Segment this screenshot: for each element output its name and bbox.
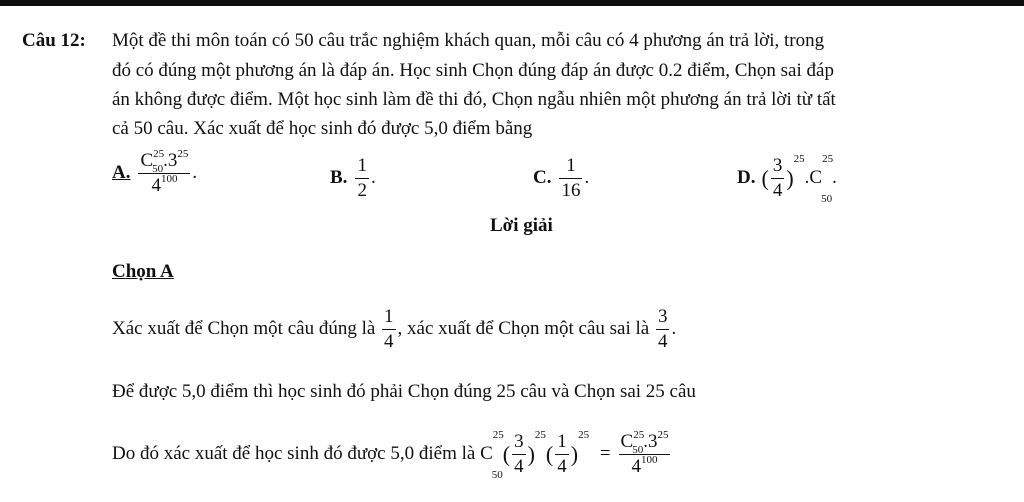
question-line-1: Một đề thi môn toán có 50 câu trắc nghiệm khách quan, mỗi câu có 4 phương án trả lời, trong (112, 30, 825, 51)
solution-line-1: Xác xuất để Chọn một câu đúng là $\frac{1}{4}$ , xác xuất để Chọn một câu sai là $\frac{3}{4}$ . (112, 306, 677, 352)
option-c[interactable]: C. $\frac{1}{16}$ . (533, 155, 590, 201)
option-d[interactable]: D. ( $\frac{3}{4}$ )$^{25}.C^{25}50$. (737, 153, 837, 205)
solution-line-3: Do đó xác xuất để học sinh đó được 5,0 điểm là $C^{25}50$( $\frac{3}{4}$ )$^{25}$( $\frac{1}{4}$ )$^{25}$ = $\frac{C^{25}50.3^{25}}{4^{100}}$ (112, 429, 669, 481)
solution-fraction-2: $\frac{3}{4}$ (657, 306, 668, 352)
option-a-fraction: $\frac{C^{25}50.3^{25}}{4^{100}}$ (140, 148, 189, 196)
question-line-3: án không được điểm. Một học sinh làm đề thi đó, Chọn ngẫu nhiên một phương án trả lời từ tất (112, 89, 836, 110)
option-b-fraction: $\frac{1}{2}$ (357, 155, 367, 201)
chosen-answer: Chọn A (112, 261, 174, 282)
option-a[interactable]: A. $\frac{C^{25}50.3^{25}}{4^{100}}$ . (112, 148, 198, 196)
solution-line-2: Để được 5,0 điểm thì học sinh đó phải Chọn đúng 25 câu và Chọn sai 25 câu (112, 381, 696, 402)
option-d-fraction: $\frac{3}{4}$ (772, 155, 783, 201)
question-label: Câu 12: (22, 30, 86, 51)
option-b-label: B. (330, 166, 348, 188)
solution-heading: Lời giải (490, 215, 553, 236)
option-c-fraction: $\frac{1}{16}$ (561, 155, 581, 201)
top-border (0, 0, 1024, 6)
option-a-label: A. (112, 161, 131, 183)
solution-result-fraction: $\frac{C^{25}50.3^{25}}{4^{100}}$ (620, 429, 669, 477)
question-line-4: cả 50 câu. Xác xuất để học sinh đó được 5,0 điểm bằng (112, 118, 533, 139)
option-d-label: D. (737, 166, 756, 188)
question-line-2: đó có đúng một phương án là đáp án. Học sinh Chọn đúng đáp án được 0.2 điểm, Chọn sai đáp (112, 60, 834, 81)
solution-fraction-1: $\frac{1}{4}$ (384, 306, 394, 352)
option-c-label: C. (533, 166, 552, 188)
option-b[interactable]: B. $\frac{1}{2}$ . (330, 155, 376, 201)
